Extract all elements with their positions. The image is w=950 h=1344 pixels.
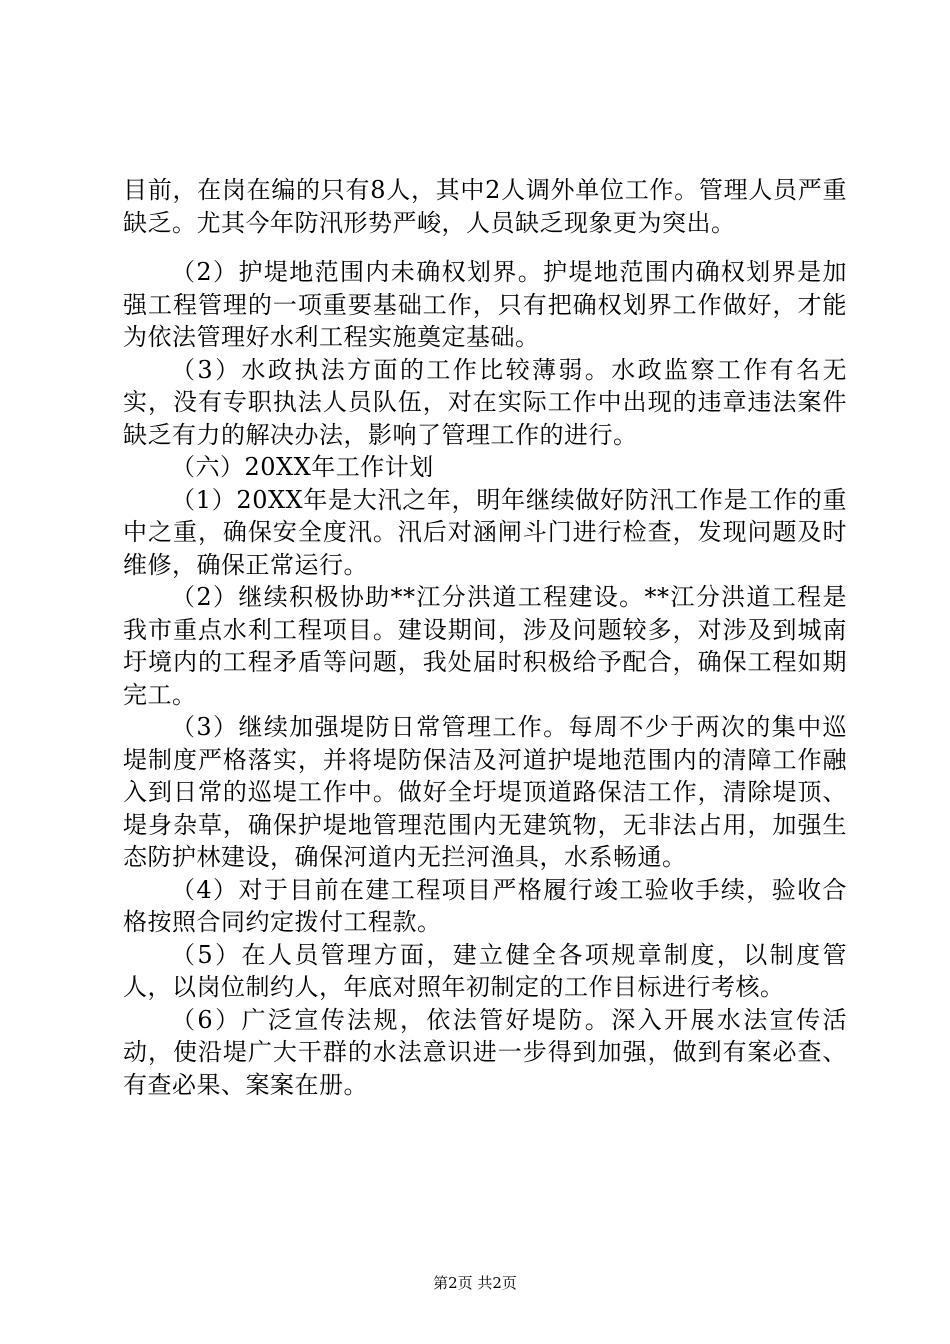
page-number: 第2页 共2页 xyxy=(433,1274,517,1292)
plan-item-6: （6）广泛宣传法规，依法管好堤防。深入开展水法宣传活动，使沿堤广大干群的水法意识进一步得到加强，做到有案必查、有查必果、案案在册。 xyxy=(123,1005,847,1099)
paragraph-item-2: （2）护堤地范围内未确权划界。护堤地范围内确权划界是加强工程管理的一项重要基础工作，只有把确权划界工作做好，才能为依法管理好水利工程实施奠定基础。 xyxy=(123,258,847,351)
plan-item-5: （5）在人员管理方面，建立健全各项规章制度，以制度管人，以岗位制约人，年底对照年初制定的工作目标进行考核。 xyxy=(123,940,847,1001)
plan-item-4: （4）对于目前在建工程项目严格履行竣工验收手续，验收合格按照合同约定拨付工程款。 xyxy=(123,875,847,936)
paragraph-item-3: （3）水政执法方面的工作比较薄弱。水政监察工作有名无实，没有专职执法人员队伍，对在实际工作中出现的违章违法案件缺乏有力的解决办法，影响了管理工作的进行。 xyxy=(123,355,847,449)
page-footer xyxy=(0,1273,950,1293)
paragraph-continuation: 目前，在岗在编的只有8人，其中2人调外单位工作。管理人员严重缺乏。尤其今年防汛形势严峻，人员缺乏现象更为突出。 xyxy=(123,176,847,237)
plan-item-1: （1）20XX年是大汛之年，明年继续做好防汛工作是工作的重中之重，确保安全度汛。汛后对涵闸斗门进行检查，发现问题及时维修，确保正常运行。 xyxy=(123,485,847,579)
section-heading-plan: （六）20XX年工作计划 xyxy=(171,453,434,481)
document-body xyxy=(123,174,847,1101)
plan-item-3: （3）继续加强堤防日常管理工作。每周不少于两次的集中巡堤制度严格落实，并将堤防保洁及河道护堤地范围内的清障工作融入到日常的巡堤工作中。做好全圩堤顶道路保洁工作，清除堤顶、堤身杂草，确保护堤地管理范围内无建筑物，无非法占用，加强生态防护林建设，确保河道内无拦河渔具，水系畅通。 xyxy=(123,713,847,871)
plan-item-2: （2）继续积极协助**江分洪道工程建设。**江分洪道工程是我市重点水利工程项目。建设期间，涉及问题较多，对涉及到城南圩境内的工程矛盾等问题，我处届时积极给予配合，确保工程如期完工。 xyxy=(123,583,847,709)
